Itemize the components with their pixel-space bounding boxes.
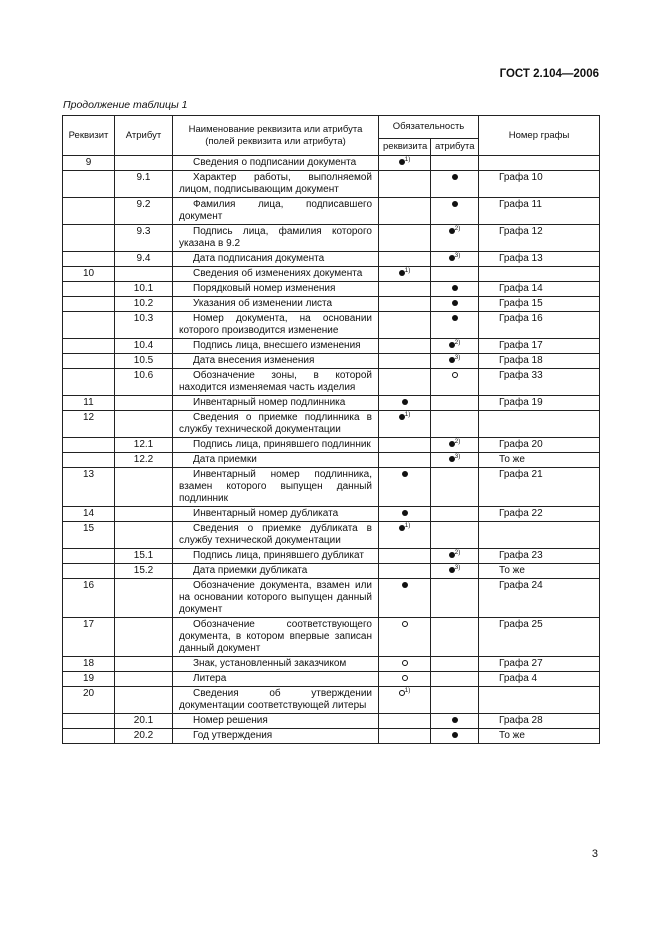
atribut-cell: 9.2	[115, 198, 173, 225]
table-row	[63, 282, 600, 297]
rekvizit-cell	[63, 438, 115, 453]
table-row	[63, 672, 600, 687]
table-row	[63, 225, 600, 252]
atribut-cell	[115, 579, 173, 618]
name-cell: Инвентарный номер подлинника, взамен которого выпущен данный подлинник	[173, 468, 379, 507]
obligation-cell	[379, 369, 431, 396]
atribut-cell	[115, 657, 173, 672]
grafa-cell: Графа 23	[479, 549, 600, 564]
atribut-cell	[115, 411, 173, 438]
obligation-cell	[431, 564, 479, 579]
name-cell: Литера	[173, 672, 379, 687]
table-row	[63, 687, 600, 714]
name-cell: Сведения о подписании документа	[173, 156, 379, 171]
name-cell: Сведения об изменениях документа	[173, 267, 379, 282]
footnote-ref: 3)	[454, 564, 461, 571]
col-header-obyaz-atr: атрибута	[431, 139, 479, 156]
obligation-cell	[431, 672, 479, 687]
name-cell: Подпись лица, принявшего подлинник	[173, 438, 379, 453]
table-body	[63, 156, 600, 744]
table-row	[63, 453, 600, 468]
rekvizit-cell	[63, 564, 115, 579]
obligation-cell	[431, 507, 479, 522]
name-cell: Сведения о приемке подлинника в службу технической документации	[173, 411, 379, 438]
grafa-cell: Графа 17	[479, 339, 600, 354]
open-circle-icon	[402, 675, 408, 681]
rekvizit-cell	[63, 171, 115, 198]
rekvizit-cell	[63, 549, 115, 564]
col-header-grafa: Номер графы	[479, 116, 600, 156]
rekvizit-cell	[63, 252, 115, 267]
rekvizit-cell: 16	[63, 579, 115, 618]
rekvizit-cell	[63, 312, 115, 339]
obligation-cell	[379, 252, 431, 267]
atribut-cell	[115, 267, 173, 282]
name-cell: Дата приемки	[173, 453, 379, 468]
atribut-cell	[115, 687, 173, 714]
rekvizit-cell: 20	[63, 687, 115, 714]
obligation-cell	[379, 312, 431, 339]
obligation-cell	[431, 468, 479, 507]
obligation-cell	[379, 282, 431, 297]
atribut-cell: 10.4	[115, 339, 173, 354]
atribut-cell: 12.1	[115, 438, 173, 453]
grafa-cell: То же	[479, 453, 600, 468]
footnote-ref: 2)	[454, 549, 461, 556]
name-cell: Дата приемки дубликата	[173, 564, 379, 579]
name-cell: Обозначение зоны, в которой находится изменяемая часть изделия	[173, 369, 379, 396]
grafa-cell: Графа 15	[479, 297, 600, 312]
obligation-cell	[379, 438, 431, 453]
atribut-cell: 10.5	[115, 354, 173, 369]
obligation-cell	[431, 438, 479, 453]
obligation-cell	[379, 225, 431, 252]
filled-circle-icon	[402, 582, 408, 588]
filled-circle-icon	[452, 717, 458, 723]
filled-circle-icon	[452, 201, 458, 207]
atribut-cell: 20.1	[115, 714, 173, 729]
rekvizit-cell	[63, 729, 115, 744]
rekvizit-cell: 18	[63, 657, 115, 672]
obligation-cell	[379, 507, 431, 522]
atribut-cell	[115, 618, 173, 657]
table-row	[63, 156, 600, 171]
grafa-cell: Графа 4	[479, 672, 600, 687]
atribut-cell: 9.4	[115, 252, 173, 267]
rekvizit-cell	[63, 198, 115, 225]
table-row	[63, 522, 600, 549]
footnote-ref: 3)	[454, 354, 461, 361]
name-cell: Дата подписания документа	[173, 252, 379, 267]
name-cell: Инвентарный номер дубликата	[173, 507, 379, 522]
table-row	[63, 549, 600, 564]
atribut-cell: 20.2	[115, 729, 173, 744]
table-row	[63, 267, 600, 282]
obligation-cell	[431, 282, 479, 297]
table-row	[63, 354, 600, 369]
obligation-cell	[431, 411, 479, 438]
table-row	[63, 411, 600, 438]
obligation-cell	[379, 618, 431, 657]
obligation-cell	[431, 522, 479, 549]
rekvizit-cell	[63, 714, 115, 729]
obligation-cell	[431, 687, 479, 714]
rekvizit-cell: 13	[63, 468, 115, 507]
atribut-cell	[115, 468, 173, 507]
grafa-cell: Графа 12	[479, 225, 600, 252]
obligation-cell	[379, 549, 431, 564]
obligation-cell	[379, 687, 431, 714]
footnote-ref: 1)	[404, 267, 411, 274]
obligation-cell	[379, 198, 431, 225]
rekvizit-cell: 9	[63, 156, 115, 171]
name-cell: Сведения о приемке дубликата в службу технической документации	[173, 522, 379, 549]
grafa-cell	[479, 522, 600, 549]
grafa-cell: Графа 22	[479, 507, 600, 522]
obligation-cell	[431, 579, 479, 618]
grafa-cell: Графа 18	[479, 354, 600, 369]
atribut-cell: 12.2	[115, 453, 173, 468]
obligation-cell	[431, 369, 479, 396]
obligation-cell	[379, 564, 431, 579]
atribut-cell	[115, 672, 173, 687]
table-row	[63, 198, 600, 225]
grafa-cell: Графа 19	[479, 396, 600, 411]
filled-circle-icon	[402, 510, 408, 516]
obligation-cell	[379, 354, 431, 369]
grafa-cell	[479, 156, 600, 171]
name-cell: Сведения об утверждении документации соответствующей литеры	[173, 687, 379, 714]
obligation-cell	[431, 339, 479, 354]
rekvizit-cell	[63, 453, 115, 468]
obligation-cell	[431, 156, 479, 171]
rekvizit-cell: 10	[63, 267, 115, 282]
obligation-cell	[431, 297, 479, 312]
filled-circle-icon	[452, 315, 458, 321]
grafa-cell	[479, 687, 600, 714]
table-row	[63, 312, 600, 339]
footnote-ref: 1)	[404, 411, 411, 418]
rekvizit-cell	[63, 282, 115, 297]
obligation-cell	[379, 672, 431, 687]
page-number: 3	[591, 848, 598, 860]
open-circle-icon	[402, 621, 408, 627]
obligation-cell	[379, 297, 431, 312]
atribut-cell	[115, 156, 173, 171]
obligation-cell	[431, 312, 479, 339]
obligation-cell	[431, 453, 479, 468]
obligation-cell	[431, 618, 479, 657]
filled-circle-icon	[402, 471, 408, 477]
grafa-cell: Графа 16	[479, 312, 600, 339]
obligation-cell	[379, 396, 431, 411]
obligation-cell	[379, 171, 431, 198]
atribut-cell: 9.1	[115, 171, 173, 198]
obligation-cell	[379, 729, 431, 744]
rekvizit-cell	[63, 225, 115, 252]
obligation-cell	[431, 252, 479, 267]
obligation-cell	[379, 522, 431, 549]
grafa-cell: Графа 33	[479, 369, 600, 396]
filled-circle-icon	[452, 732, 458, 738]
obligation-cell	[379, 657, 431, 672]
footnote-ref: 2)	[454, 339, 461, 346]
grafa-cell	[479, 267, 600, 282]
table-row	[63, 564, 600, 579]
col-header-atribut: Атрибут	[115, 116, 173, 156]
table-row	[63, 618, 600, 657]
atribut-cell	[115, 507, 173, 522]
atribut-cell: 10.2	[115, 297, 173, 312]
footnote-ref: 1)	[404, 156, 411, 163]
name-cell: Номер документа, на основании которого производится изменение	[173, 312, 379, 339]
name-cell: Указания об изменении листа	[173, 297, 379, 312]
requisites-table	[62, 115, 600, 744]
obligation-cell	[431, 714, 479, 729]
obligation-cell	[431, 657, 479, 672]
name-cell: Обозначение соответствующего документа, в котором впервые записан данный документ	[173, 618, 379, 657]
atribut-cell	[115, 396, 173, 411]
obligation-cell	[379, 267, 431, 282]
grafa-cell: Графа 28	[479, 714, 600, 729]
atribut-cell	[115, 522, 173, 549]
grafa-cell: Графа 10	[479, 171, 600, 198]
obligation-cell	[431, 549, 479, 564]
grafa-cell: Графа 27	[479, 657, 600, 672]
table-row	[63, 657, 600, 672]
table-row	[63, 714, 600, 729]
name-cell: Подпись лица, принявшего дубликат	[173, 549, 379, 564]
rekvizit-cell: 19	[63, 672, 115, 687]
grafa-cell: Графа 13	[479, 252, 600, 267]
filled-circle-icon	[452, 300, 458, 306]
name-cell: Характер работы, выполняемой лицом, подписывающим документ	[173, 171, 379, 198]
footnote-ref: 2)	[454, 225, 461, 232]
grafa-cell: Графа 24	[479, 579, 600, 618]
col-header-obyaz: Обязательность	[379, 116, 479, 139]
grafa-cell: Графа 20	[479, 438, 600, 453]
atribut-cell: 10.6	[115, 369, 173, 396]
atribut-cell: 10.1	[115, 282, 173, 297]
atribut-cell: 10.3	[115, 312, 173, 339]
grafa-cell: То же	[479, 564, 600, 579]
rekvizit-cell: 12	[63, 411, 115, 438]
name-cell: Порядковый номер изменения	[173, 282, 379, 297]
table-row	[63, 729, 600, 744]
table-row	[63, 252, 600, 267]
grafa-cell: Графа 21	[479, 468, 600, 507]
obligation-cell	[431, 267, 479, 282]
grafa-cell: Графа 14	[479, 282, 600, 297]
footnote-ref: 1)	[404, 687, 411, 694]
filled-circle-icon	[452, 174, 458, 180]
name-cell: Обозначение документа, взамен или на основании которого выпущен данный документ	[173, 579, 379, 618]
obligation-cell	[379, 156, 431, 171]
name-cell: Подпись лица, внесшего изменения	[173, 339, 379, 354]
col-header-obyaz-rekv: реквизита	[379, 139, 431, 156]
rekvizit-cell	[63, 369, 115, 396]
obligation-cell	[379, 411, 431, 438]
rekvizit-cell	[63, 354, 115, 369]
rekvizit-cell	[63, 339, 115, 354]
obligation-cell	[379, 714, 431, 729]
table-row	[63, 468, 600, 507]
obligation-cell	[431, 198, 479, 225]
name-cell: Инвентарный номер подлинника	[173, 396, 379, 411]
footnote-ref: 1)	[404, 522, 411, 529]
grafa-cell: То же	[479, 729, 600, 744]
obligation-cell	[431, 354, 479, 369]
table-caption: Продолжение таблицы 1	[63, 99, 188, 111]
rekvizit-cell: 11	[63, 396, 115, 411]
footnote-ref: 3)	[454, 453, 461, 460]
table-row	[63, 297, 600, 312]
atribut-cell: 15.1	[115, 549, 173, 564]
name-cell: Дата внесения изменения	[173, 354, 379, 369]
rekvizit-cell: 15	[63, 522, 115, 549]
table-row	[63, 507, 600, 522]
open-circle-icon	[452, 372, 458, 378]
table-row	[63, 369, 600, 396]
obligation-cell	[431, 396, 479, 411]
atribut-cell: 15.2	[115, 564, 173, 579]
obligation-cell	[379, 468, 431, 507]
obligation-cell	[431, 225, 479, 252]
filled-circle-icon	[402, 399, 408, 405]
grafa-cell	[479, 411, 600, 438]
obligation-cell	[379, 579, 431, 618]
name-cell: Номер решения	[173, 714, 379, 729]
obligation-cell	[379, 339, 431, 354]
grafa-cell: Графа 11	[479, 198, 600, 225]
atribut-cell: 9.3	[115, 225, 173, 252]
filled-circle-icon	[452, 285, 458, 291]
name-cell: Фамилия лица, подписавшего документ	[173, 198, 379, 225]
rekvizit-cell: 17	[63, 618, 115, 657]
obligation-cell	[431, 171, 479, 198]
table-row	[63, 579, 600, 618]
rekvizit-cell: 14	[63, 507, 115, 522]
document-code: ГОСТ 2.104—2006	[499, 68, 599, 80]
col-header-rekvizit: Реквизит	[63, 116, 115, 156]
table-row	[63, 396, 600, 411]
rekvizit-cell	[63, 297, 115, 312]
table-row	[63, 171, 600, 198]
obligation-cell	[379, 453, 431, 468]
footnote-ref: 3)	[454, 252, 461, 259]
footnote-ref: 2)	[454, 438, 461, 445]
table-row	[63, 339, 600, 354]
name-cell: Год утверждения	[173, 729, 379, 744]
grafa-cell: Графа 25	[479, 618, 600, 657]
name-cell: Знак, установленный заказчиком	[173, 657, 379, 672]
open-circle-icon	[402, 660, 408, 666]
name-cell: Подпись лица, фамилия которого указана в 9.2	[173, 225, 379, 252]
obligation-cell	[431, 729, 479, 744]
table-row	[63, 438, 600, 453]
col-header-name: Наименование реквизита или атрибута (полей реквизита или атрибута)	[173, 116, 379, 156]
